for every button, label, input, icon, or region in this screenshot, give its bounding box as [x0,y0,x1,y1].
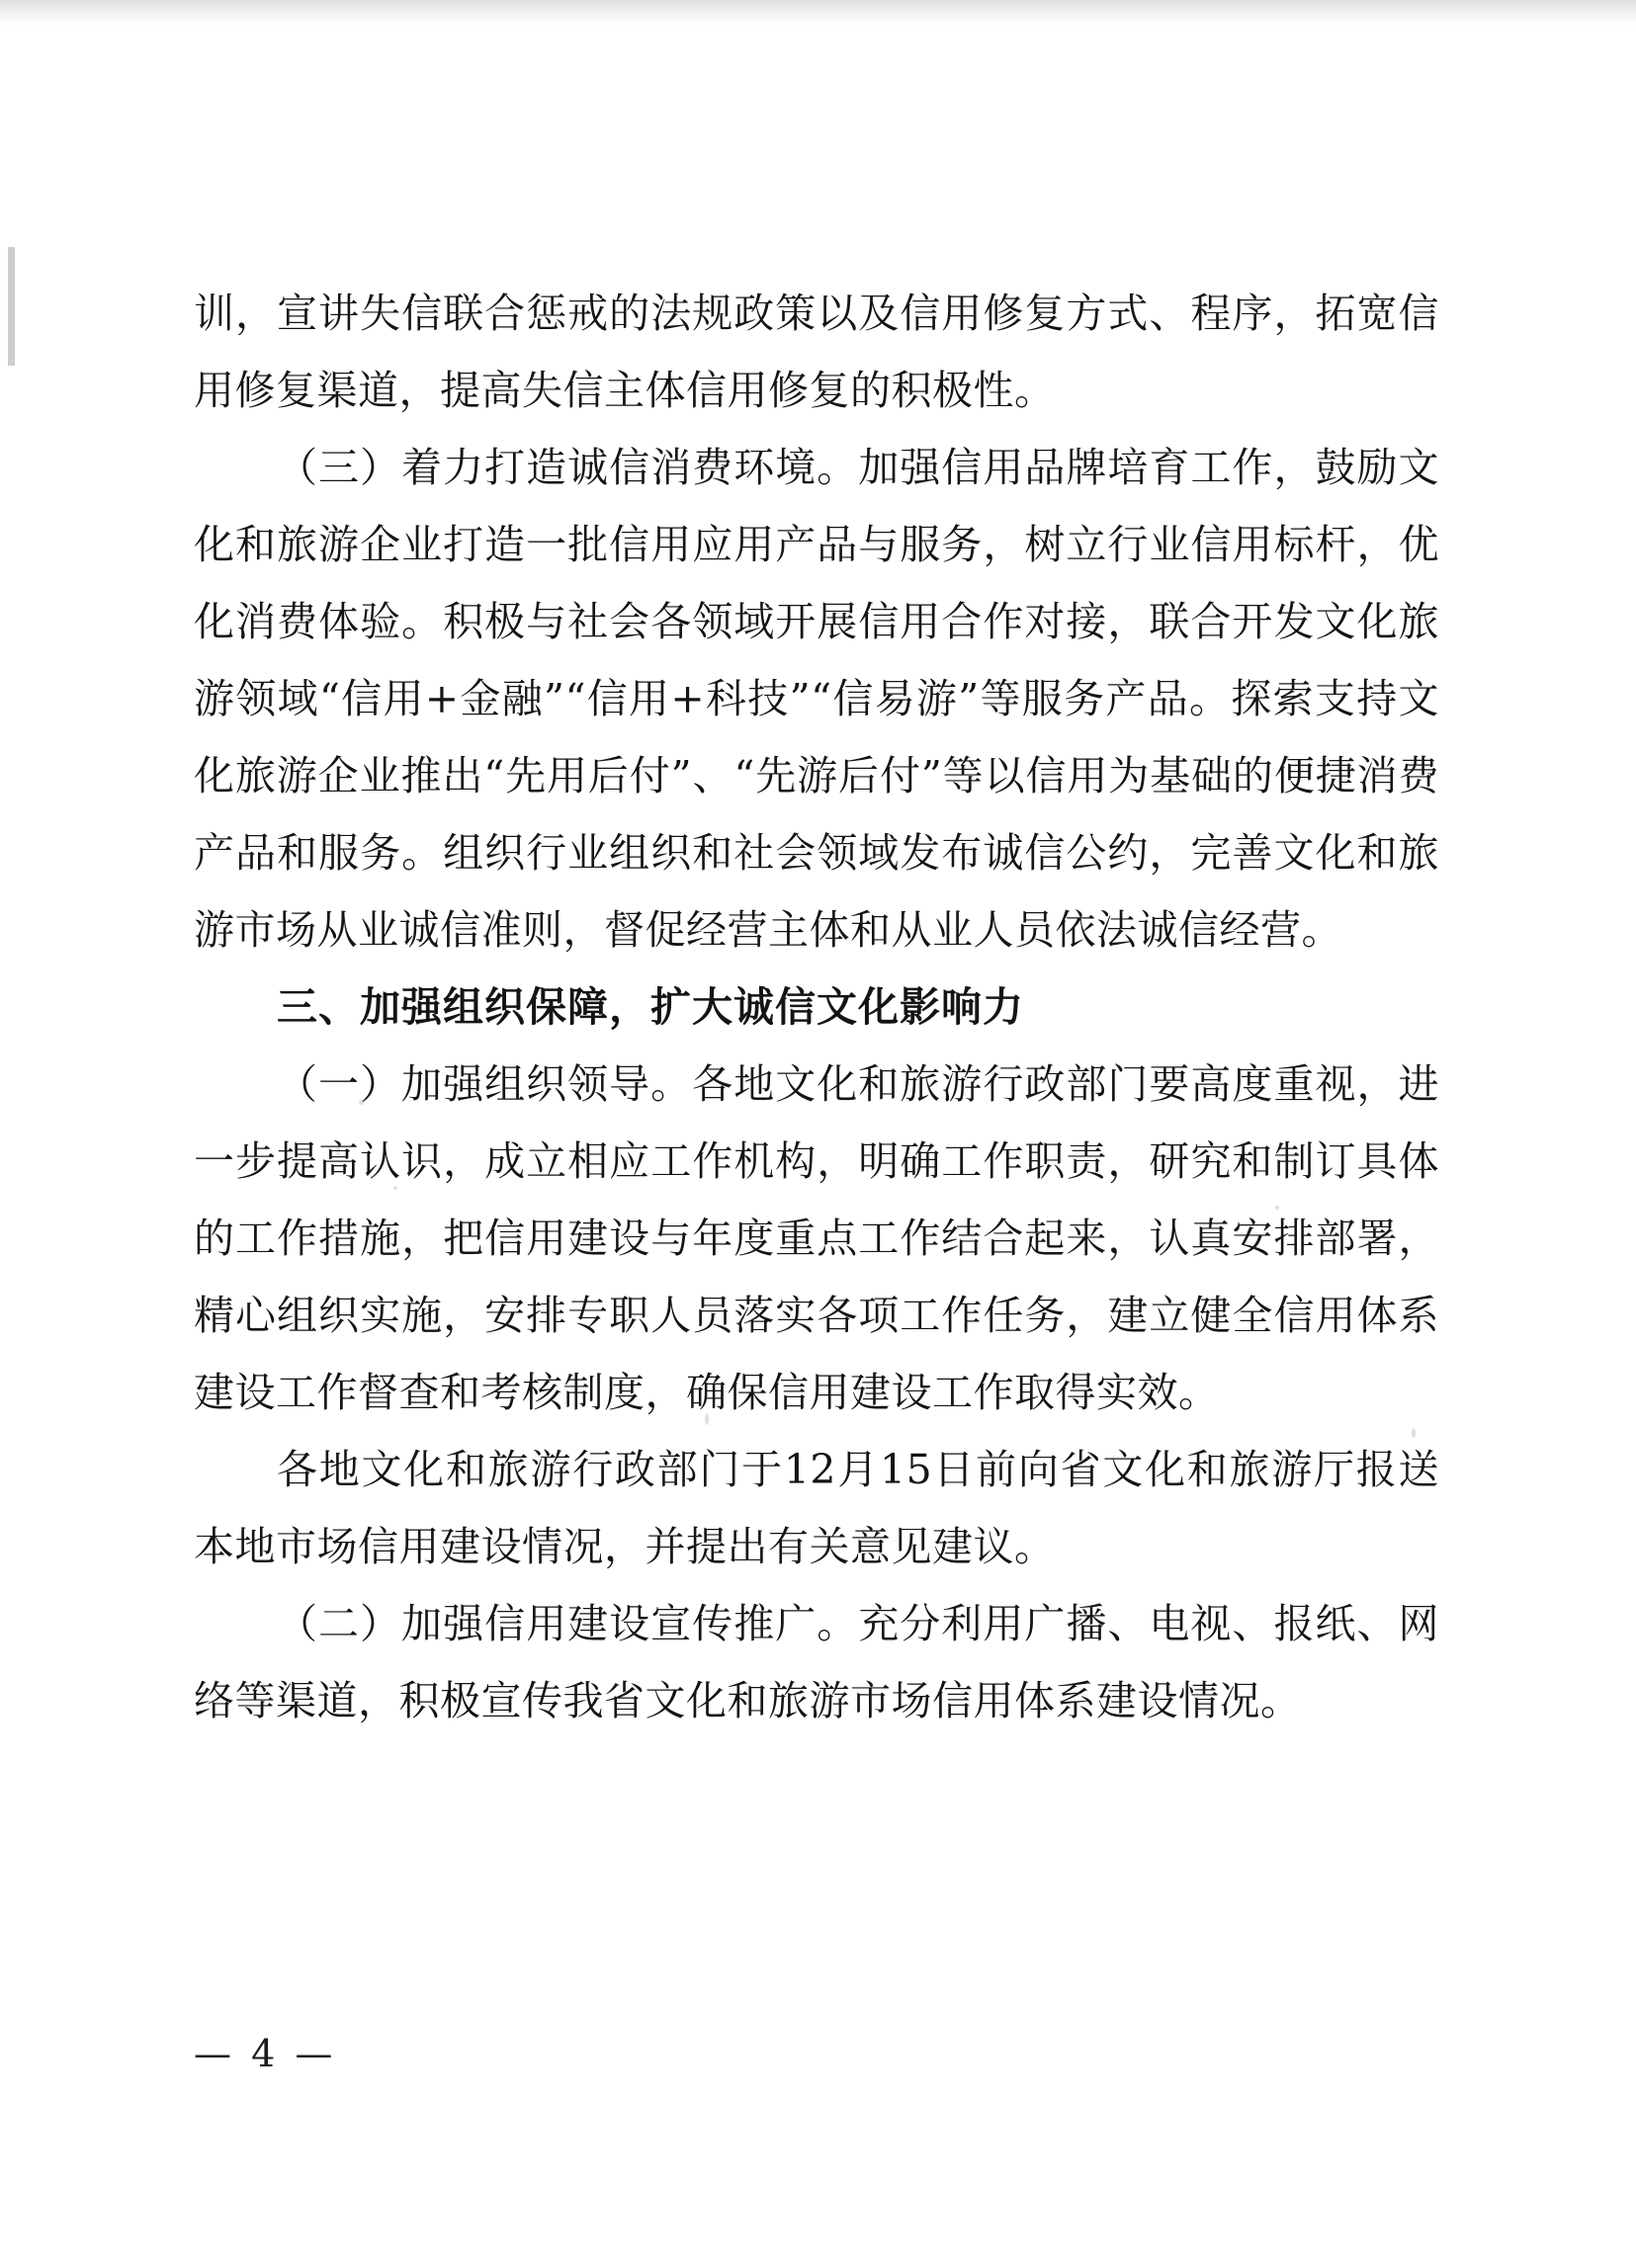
paragraph-section-3-1: （一）加强组织领导。各地文化和旅游行政部门要高度重视，进一步提高认识，成立相应工作机构，明确工作职责，研究和制订具体的工作措施，把信用建设与年度重点工作结合起来，认真安排部署，精心组织实施，安排专职人员落实各项工作任务，建立健全信用体系建设工作督查和考核制度，确保信用建设工作取得实效。 [194,1060,1439,1416]
paragraph-continued-training: 训，宣讲失信联合惩戒的法规政策以及信用修复方式、程序，拓宽信用修复渠道，提高失信主体信用修复的积极性。 [194,290,1439,414]
scan-artifact-top-edge [0,0,1636,26]
paragraph-section-2-3: （三）着力打造诚信消费环境。加强信用品牌培育工作，鼓励文化和旅游企业打造一批信用应用产品与服务，树立行业信用标杆，优化消费体验。积极与社会各领域开展信用合作对接，联合开发文化旅游领域“信用+金融”“信用+科技”“信易游”等服务产品。探索支持文化旅游企业推出“先用后付”、“先游后付”等以信用为基础的便捷消费产品和服务。组织行业组织和社会领域发布诚信公约，完善文化和旅游市场从业诚信准则，督促经营主体和从业人员依法诚信经营。 [194,444,1439,954]
document-text-body [194,275,1439,1739]
paragraph-report-deadline: 各地文化和旅游行政部门于12月15日前向省文化和旅游厅报送本地市场信用建设情况，并提出有关意见建议。 [194,1446,1439,1570]
scan-artifact-left-edge [8,247,15,366]
paragraph-section-3-2: （二）加强信用建设宣传推广。充分利用广播、电视、报纸、网络等渠道，积极宣传我省文化和旅游市场信用体系建设情况。 [194,1600,1439,1724]
page-number: — 4 — [194,2032,337,2075]
heading-section-3: 三、加强组织保障，扩大诚信文化影响力 [277,983,1024,1031]
